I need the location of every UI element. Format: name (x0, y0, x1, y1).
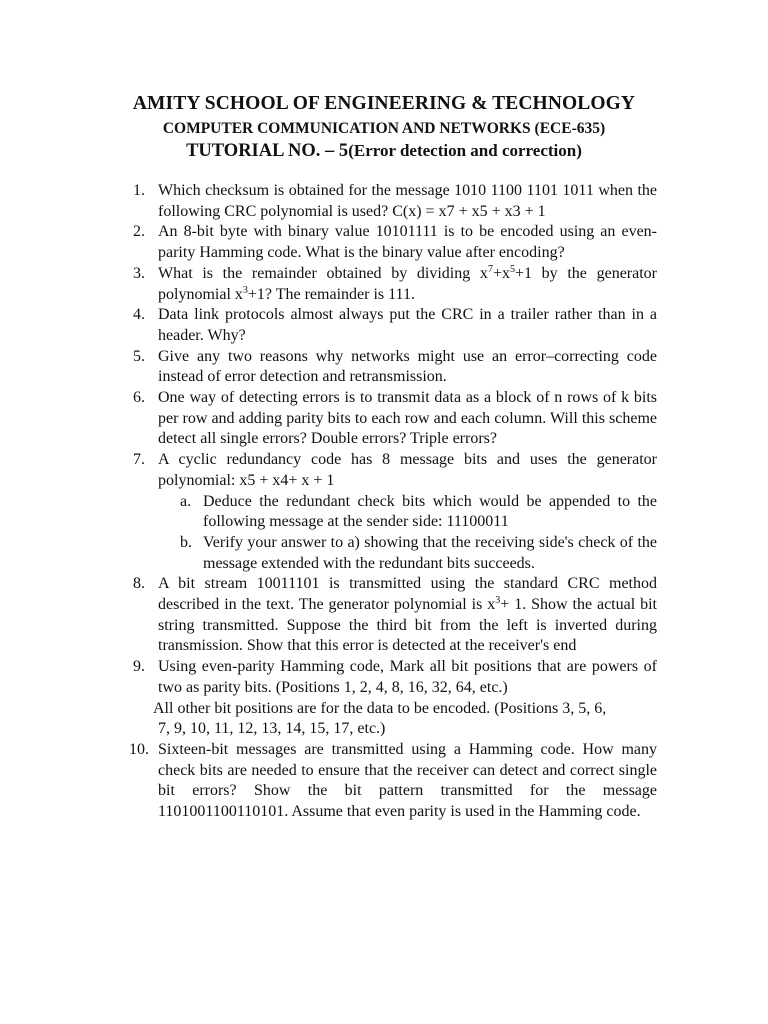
question-number: 9. (133, 658, 145, 676)
question-number: 7. (133, 451, 145, 469)
sub-question-text: Deduce the redundant check bits which would be appended to the following message at the sender side: 11100011 (203, 492, 657, 531)
question-text-part: +x (492, 264, 510, 282)
question-note: All other bit positions are for the data to be encoded. (Positions 3, 5, 6, (153, 699, 607, 717)
sub-question-letter: b. (180, 533, 192, 551)
sub-question-a (158, 492, 657, 533)
question-10 (131, 740, 657, 823)
question-text: One way of detecting errors is to transmit data as a block of n rows of k bits per row and adding parity bits to each row and each column. Will this scheme detect all single errors? Double errors? Triple errors? (158, 389, 657, 448)
question-4 (131, 305, 657, 346)
exponent: 5 (509, 263, 515, 275)
question-text: Sixteen-bit messages are transmitted using a Hamming code. How many check bits are needed to ensure that the receiver can detect and correct single bit errors? Show the bit pattern transmitted for the message 1101001100110101. Assume that even parity is used in the Hamming code. (158, 740, 657, 821)
question-number: 6. (133, 389, 145, 407)
question-text-part: +1 by the generator polynomial x (158, 264, 657, 303)
question-text: Give any two reasons why networks might use an error–correcting code instead of error detection and retransmission. (158, 347, 657, 386)
sub-question-list (158, 492, 657, 575)
question-list (131, 181, 657, 823)
exponent: 7 (487, 263, 493, 275)
question-note: 7, 9, 10, 11, 12, 13, 14, 15, 17, etc.) (158, 720, 386, 738)
tutorial-topic: (Error detection and correction) (348, 141, 582, 160)
sub-question-letter: a. (180, 492, 192, 510)
question-6 (131, 388, 657, 450)
question-text: Which checksum is obtained for the message 1010 1100 1101 1011 when the following CRC polynomial is used? C(x) = x7 + x5 + x3 + 1 (158, 182, 657, 220)
tutorial-number: TUTORIAL NO. – 5 (186, 141, 349, 161)
question-number: 3. (133, 264, 145, 282)
tutorial-title (0, 141, 768, 162)
exponent: 3 (242, 284, 248, 296)
question-number: 1. (133, 182, 145, 199)
question-text-part: What is the remainder obtained by dividing x (158, 264, 488, 282)
question-text: An 8-bit byte with binary value 10101111 is to be encoded using an even-parity Hamming code. What is the binary value after encoding? (158, 223, 657, 262)
question-number: 4. (133, 306, 145, 324)
question-text: A cyclic redundancy code has 8 message bits and uses the generator polynomial: x5 + x4+ x + 1 (158, 451, 657, 489)
sub-question-b (158, 533, 657, 574)
question-number: 8. (133, 575, 145, 593)
question-number: 2. (133, 223, 145, 241)
exponent: 3 (495, 595, 501, 607)
sub-question-text: Verify your answer to a) showing that the receiving side's check of the message extended with the redundant bits succeeds. (203, 533, 657, 572)
question-8 (131, 574, 657, 657)
question-text-part: + 1. Show the actual bit string transmitted. Suppose the third bit from the left is inverted during transmission. Show that this error is detected at the receiver's end (158, 596, 657, 655)
question-5 (131, 347, 657, 388)
question-3 (131, 264, 657, 305)
question-text-part: +1? The remainder is 111. (247, 285, 415, 303)
question-text: Using even-parity Hamming code, Mark all bit positions that are powers of two as parity bits. (Positions 1, 2, 4, 8, 16, 32, 64, etc.) (158, 658, 657, 696)
question-text: Data link protocols almost always put the CRC in a trailer rather than in a header. Why? (158, 306, 657, 344)
question-1 (131, 181, 657, 222)
question-7 (131, 450, 657, 574)
school-title: AMITY SCHOOL OF ENGINEERING & TECHNOLOGY (132, 93, 636, 114)
question-text (158, 265, 657, 303)
course-title: COMPUTER COMMUNICATION AND NETWORKS (ECE-635) (162, 120, 606, 137)
question-text-part: A bit stream 10011101 is transmitted using the standard CRC method described in the text. The generator polynomial is x (158, 575, 657, 614)
question-text (158, 575, 657, 654)
question-number: 10. (129, 740, 149, 758)
question-2 (131, 222, 657, 263)
question-9 (131, 657, 657, 740)
question-number: 5. (133, 347, 145, 365)
